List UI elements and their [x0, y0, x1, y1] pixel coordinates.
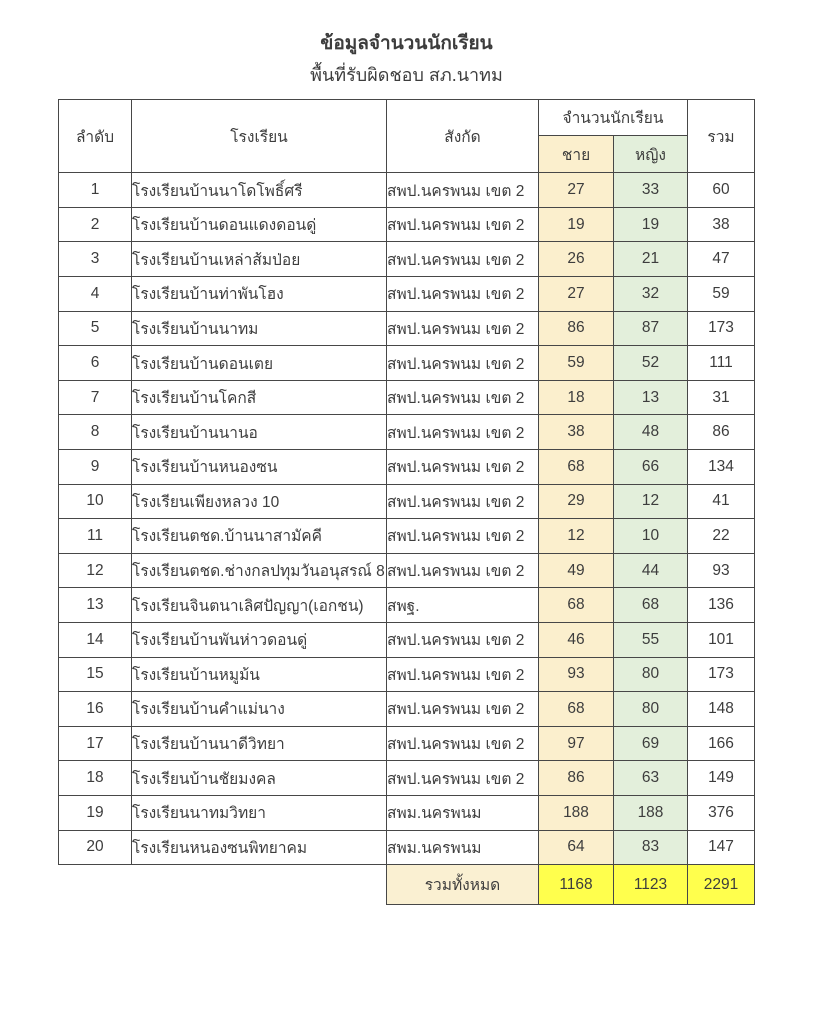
male-count-cell: 97	[539, 726, 614, 761]
row-total-cell: 376	[688, 795, 755, 830]
school-name-cell: โรงเรียนจินตนาเลิศปัญญา(เอกชน)	[132, 588, 387, 623]
footer-empty-cell	[59, 865, 387, 905]
row-number-cell: 17	[59, 726, 132, 761]
header-no: ลำดับ	[59, 100, 132, 173]
row-total-cell: 173	[688, 311, 755, 346]
affiliation-cell: สพป.นครพนม เขต 2	[387, 484, 539, 519]
male-count-cell: 46	[539, 622, 614, 657]
school-name-cell: โรงเรียนหนองซนพิทยาคม	[132, 830, 387, 865]
affiliation-cell: สพป.นครพนม เขต 2	[387, 519, 539, 554]
row-total-cell: 101	[688, 622, 755, 657]
female-count-cell: 63	[614, 761, 688, 796]
affiliation-cell: สพป.นครพนม เขต 2	[387, 311, 539, 346]
school-name-cell: โรงเรียนบ้านดอนแดงดอนดู่	[132, 207, 387, 242]
row-number-cell: 14	[59, 622, 132, 657]
male-count-cell: 49	[539, 553, 614, 588]
female-count-cell: 32	[614, 277, 688, 312]
school-name-cell: โรงเรียนบ้านชัยมงคล	[132, 761, 387, 796]
affiliation-cell: สพป.นครพนม เขต 2	[387, 657, 539, 692]
female-count-cell: 21	[614, 242, 688, 277]
table-footer	[59, 865, 755, 905]
table-row	[59, 207, 755, 242]
affiliation-cell: สพป.นครพนม เขต 2	[387, 553, 539, 588]
row-number-cell: 19	[59, 795, 132, 830]
affiliation-cell: สพป.นครพนม เขต 2	[387, 450, 539, 485]
grand-total-label: รวมทั้งหมด	[387, 865, 539, 905]
row-number-cell: 20	[59, 830, 132, 865]
school-name-cell: โรงเรียนนาทมวิทยา	[132, 795, 387, 830]
table-row	[59, 622, 755, 657]
affiliation-cell: สพป.นครพนม เขต 2	[387, 346, 539, 381]
affiliation-cell: สพป.นครพนม เขต 2	[387, 761, 539, 796]
table-row	[59, 484, 755, 519]
row-total-cell: 41	[688, 484, 755, 519]
female-count-cell: 12	[614, 484, 688, 519]
female-count-cell: 19	[614, 207, 688, 242]
row-total-cell: 148	[688, 692, 755, 727]
affiliation-cell: สพป.นครพนม เขต 2	[387, 242, 539, 277]
row-number-cell: 15	[59, 657, 132, 692]
school-name-cell: โรงเรียนบ้านท่าพันโฮง	[132, 277, 387, 312]
affiliation-cell: สพม.นครพนม	[387, 795, 539, 830]
row-total-cell: 134	[688, 450, 755, 485]
header-students-group: จำนวนนักเรียน	[539, 100, 688, 136]
male-count-cell: 93	[539, 657, 614, 692]
row-total-cell: 22	[688, 519, 755, 554]
male-count-cell: 26	[539, 242, 614, 277]
row-total-cell: 111	[688, 346, 755, 381]
affiliation-cell: สพป.นครพนม เขต 2	[387, 173, 539, 208]
row-total-cell: 59	[688, 277, 755, 312]
female-count-cell: 55	[614, 622, 688, 657]
page-subtitle: พื้นที่รับผิดชอบ สภ.นาทม	[310, 64, 503, 85]
female-count-cell: 87	[614, 311, 688, 346]
row-number-cell: 1	[59, 173, 132, 208]
affiliation-cell: สพป.นครพนม เขต 2	[387, 692, 539, 727]
table-row	[59, 311, 755, 346]
school-name-cell: โรงเรียนตชด.บ้านนาสามัคคี	[132, 519, 387, 554]
table-header	[59, 100, 755, 173]
grand-total-row	[59, 865, 755, 905]
school-name-cell: โรงเรียนบ้านหนองซน	[132, 450, 387, 485]
school-name-cell: โรงเรียนบ้านนาโดโพธิ์ศรี	[132, 173, 387, 208]
row-number-cell: 9	[59, 450, 132, 485]
table-row	[59, 519, 755, 554]
affiliation-cell: สพป.นครพนม เขต 2	[387, 622, 539, 657]
page-title: ข้อมูลจำนวนนักเรียน	[320, 33, 493, 54]
school-name-cell: โรงเรียนบ้านหมูม้น	[132, 657, 387, 692]
table-row	[59, 450, 755, 485]
male-count-cell: 27	[539, 173, 614, 208]
header-female: หญิง	[614, 136, 688, 173]
table-row	[59, 657, 755, 692]
school-name-cell: โรงเรียนบ้านเหล่าส้มป่อย	[132, 242, 387, 277]
school-name-cell: โรงเรียนบ้านดอนเตย	[132, 346, 387, 381]
male-count-cell: 86	[539, 761, 614, 796]
female-count-cell: 69	[614, 726, 688, 761]
female-count-cell: 48	[614, 415, 688, 450]
affiliation-cell: สพป.นครพนม เขต 2	[387, 380, 539, 415]
row-number-cell: 6	[59, 346, 132, 381]
female-count-cell: 188	[614, 795, 688, 830]
grand-total-male: 1168	[539, 865, 614, 905]
male-count-cell: 12	[539, 519, 614, 554]
row-number-cell: 8	[59, 415, 132, 450]
row-total-cell: 149	[688, 761, 755, 796]
female-count-cell: 66	[614, 450, 688, 485]
row-number-cell: 18	[59, 761, 132, 796]
table-row	[59, 380, 755, 415]
table-row	[59, 277, 755, 312]
female-count-cell: 33	[614, 173, 688, 208]
school-name-cell: โรงเรียนเพียงหลวง 10	[132, 484, 387, 519]
table-row	[59, 346, 755, 381]
school-name-cell: โรงเรียนบ้านคำแม่นาง	[132, 692, 387, 727]
female-count-cell: 13	[614, 380, 688, 415]
row-number-cell: 2	[59, 207, 132, 242]
table-row	[59, 726, 755, 761]
row-total-cell: 86	[688, 415, 755, 450]
school-name-cell: โรงเรียนบ้านนาทม	[132, 311, 387, 346]
female-count-cell: 83	[614, 830, 688, 865]
female-count-cell: 52	[614, 346, 688, 381]
female-count-cell: 68	[614, 588, 688, 623]
header-total: รวม	[688, 100, 755, 173]
male-count-cell: 68	[539, 450, 614, 485]
row-total-cell: 31	[688, 380, 755, 415]
school-name-cell: โรงเรียนบ้านนานอ	[132, 415, 387, 450]
row-number-cell: 4	[59, 277, 132, 312]
table-row	[59, 692, 755, 727]
male-count-cell: 38	[539, 415, 614, 450]
row-number-cell: 7	[59, 380, 132, 415]
male-count-cell: 86	[539, 311, 614, 346]
school-name-cell: โรงเรียนตชด.ช่างกลปทุมวันอนุสรณ์ 8	[132, 553, 387, 588]
table-row	[59, 553, 755, 588]
row-total-cell: 47	[688, 242, 755, 277]
row-total-cell: 60	[688, 173, 755, 208]
table-row	[59, 415, 755, 450]
female-count-cell: 10	[614, 519, 688, 554]
affiliation-cell: สพป.นครพนม เขต 2	[387, 415, 539, 450]
table-row	[59, 173, 755, 208]
school-name-cell: โรงเรียนบ้านพันห่าวดอนดู่	[132, 622, 387, 657]
male-count-cell: 18	[539, 380, 614, 415]
female-count-cell: 80	[614, 657, 688, 692]
male-count-cell: 29	[539, 484, 614, 519]
header-affiliation: สังกัด	[387, 100, 539, 173]
students-table	[58, 99, 755, 905]
affiliation-cell: สพป.นครพนม เขต 2	[387, 277, 539, 312]
row-number-cell: 12	[59, 553, 132, 588]
male-count-cell: 64	[539, 830, 614, 865]
school-name-cell: โรงเรียนบ้านโคกสี	[132, 380, 387, 415]
affiliation-cell: สพป.นครพนม เขต 2	[387, 207, 539, 242]
affiliation-cell: สพม.นครพนม	[387, 830, 539, 865]
row-number-cell: 3	[59, 242, 132, 277]
header-male: ชาย	[539, 136, 614, 173]
female-count-cell: 44	[614, 553, 688, 588]
header-school: โรงเรียน	[132, 100, 387, 173]
affiliation-cell: สพป.นครพนม เขต 2	[387, 726, 539, 761]
row-total-cell: 93	[688, 553, 755, 588]
grand-total-all: 2291	[688, 865, 755, 905]
row-number-cell: 11	[59, 519, 132, 554]
grand-total-female: 1123	[614, 865, 688, 905]
affiliation-cell: สพฐ.	[387, 588, 539, 623]
row-number-cell: 10	[59, 484, 132, 519]
table-row	[59, 242, 755, 277]
row-total-cell: 166	[688, 726, 755, 761]
table-row	[59, 830, 755, 865]
row-total-cell: 173	[688, 657, 755, 692]
school-name-cell: โรงเรียนบ้านนาดีวิทยา	[132, 726, 387, 761]
table-row	[59, 588, 755, 623]
male-count-cell: 68	[539, 588, 614, 623]
row-total-cell: 136	[688, 588, 755, 623]
row-total-cell: 147	[688, 830, 755, 865]
table-row	[59, 761, 755, 796]
male-count-cell: 188	[539, 795, 614, 830]
male-count-cell: 68	[539, 692, 614, 727]
male-count-cell: 59	[539, 346, 614, 381]
row-total-cell: 38	[688, 207, 755, 242]
male-count-cell: 27	[539, 277, 614, 312]
male-count-cell: 19	[539, 207, 614, 242]
row-number-cell: 16	[59, 692, 132, 727]
table-row	[59, 795, 755, 830]
female-count-cell: 80	[614, 692, 688, 727]
row-number-cell: 5	[59, 311, 132, 346]
row-number-cell: 13	[59, 588, 132, 623]
table-body	[59, 173, 755, 865]
